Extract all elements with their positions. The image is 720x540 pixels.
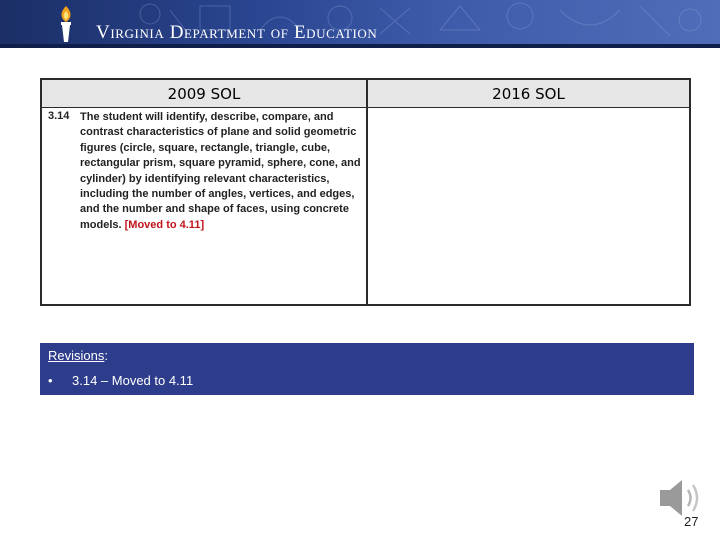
header-banner — [0, 0, 720, 48]
revisions-box — [40, 343, 694, 395]
column-divider — [366, 80, 368, 304]
revision-bullet: • — [48, 373, 53, 388]
revisions-label: Revisions — [48, 348, 105, 363]
standard-description: The student will identify, describe, compare, and contrast characteristics of plane and solid geometric figures (circle, square, rectangle, triangle, cube, rectangular prism, square pyramid, sphere, cone, and cylinder) by identifying relevant characteristics, including the number of angles, vertices, and edges, and the number and shape of faces, using concrete models. — [80, 111, 361, 231]
speaker-icon[interactable] — [656, 476, 708, 520]
standard-text — [80, 110, 362, 233]
moved-note: [Moved to 4.11] — [124, 218, 205, 231]
revisions-colon: : — [104, 348, 108, 363]
header-2009-sol: 2009 SOL — [167, 85, 241, 103]
torch-icon — [52, 4, 80, 44]
standard-number: 3.14 — [48, 110, 70, 122]
banner-rule — [0, 44, 720, 48]
sol-comparison-table — [40, 78, 691, 306]
banner-title: Virginia Department of Education — [96, 22, 378, 43]
header-2016-sol: 2016 SOL — [492, 85, 565, 103]
page-number: 27 — [684, 514, 699, 529]
revisions-title — [48, 348, 108, 363]
revision-item: 3.14 – Moved to 4.11 — [72, 373, 194, 388]
